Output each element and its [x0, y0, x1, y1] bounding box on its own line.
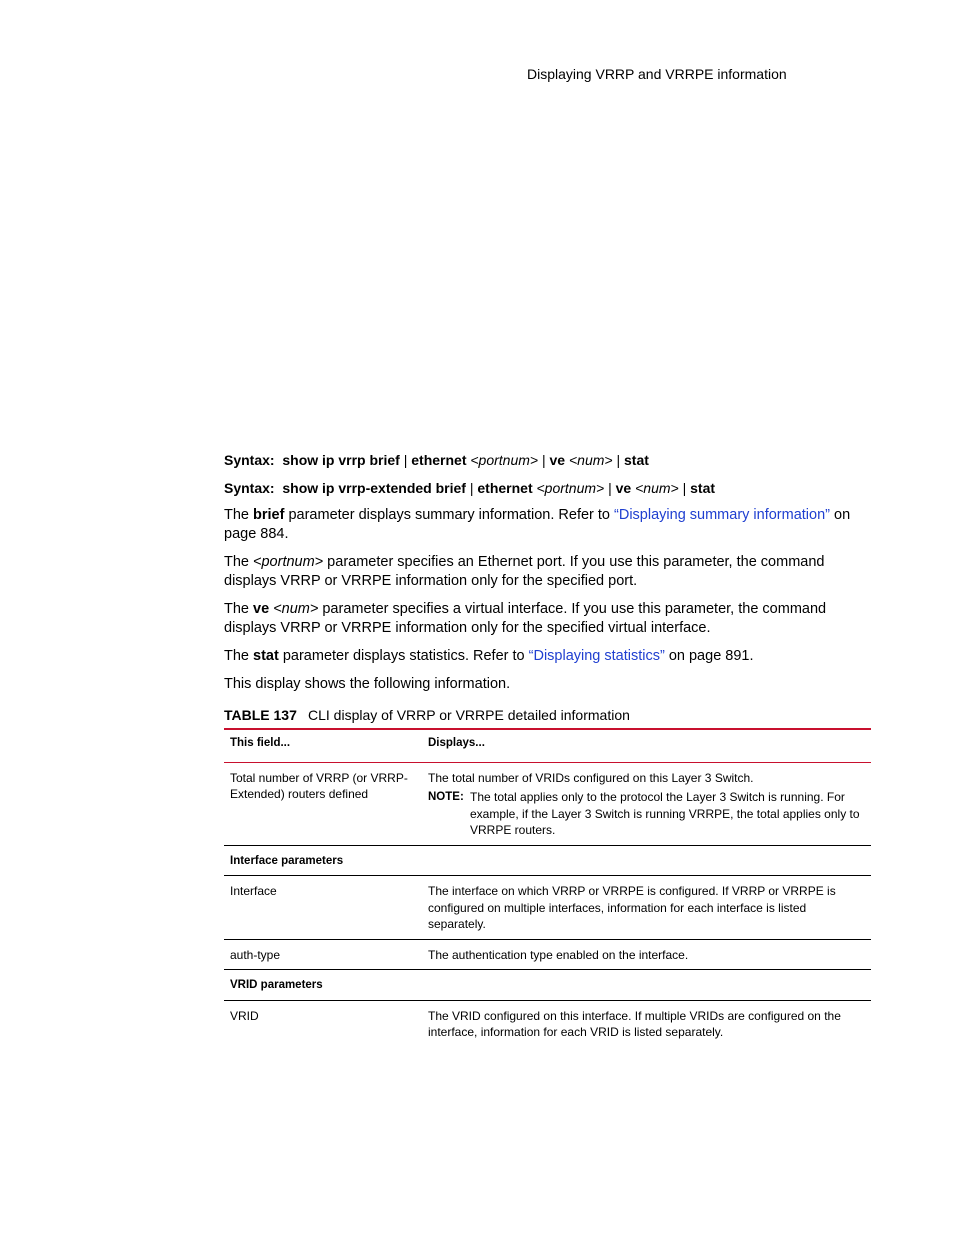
syntax-separator: |	[469, 480, 474, 496]
syntax-keyword-ve: ve	[549, 452, 566, 468]
syntax-keyword-ethernet: ethernet	[411, 452, 467, 468]
desc-cell: The interface on which VRRP or VRRPE is configured. If VRRP or VRRPE is configured on multiple interfaces, information for each interface is listed separately.	[422, 876, 871, 940]
syntax-separator: |	[616, 452, 621, 468]
paragraph-portnum	[224, 553, 871, 591]
table-number: TABLE 137	[224, 707, 297, 723]
section-row-interface	[224, 845, 871, 876]
section-heading: VRID parameters	[224, 970, 871, 1001]
syntax-keyword-stat: stat	[624, 452, 649, 468]
table-row	[224, 876, 871, 940]
text: on page 884.	[224, 507, 851, 542]
text: parameter specifies an Ethernet port. If you use this parameter, the command displays VRRP or VRRPE information only for the specified port.	[224, 554, 825, 589]
syntax-label: Syntax:	[224, 452, 275, 468]
syntax-command: show ip vrrp-extended brief	[282, 480, 466, 496]
syntax-separator: |	[403, 452, 408, 468]
text: The	[224, 554, 254, 570]
note	[428, 789, 865, 839]
desc-cell	[422, 762, 871, 845]
table-header-row	[224, 729, 871, 762]
text: parameter specifies a virtual interface. If you use this parameter, the command displays VRRP or VRRPE information only for the specified virtual interface.	[224, 601, 827, 636]
section-row-vrid	[224, 970, 871, 1001]
field-cell: auth-type	[224, 939, 422, 970]
syntax-separator: |	[608, 480, 612, 496]
note-text: The total applies only to the protocol the Layer 3 Switch is running. For example, if the Layer 3 Switch is running VRRPE, the total applies only to VRRPE routers.	[470, 790, 860, 837]
table-row	[224, 762, 871, 845]
syntax-keyword-stat: stat	[690, 480, 716, 496]
header-displays: Displays...	[422, 729, 871, 762]
syntax-command: show ip vrrp brief	[282, 452, 400, 468]
field-cell: VRID	[230, 1008, 259, 1023]
arg-portnum: <portnum>	[253, 554, 324, 570]
paragraph-brief	[224, 506, 871, 544]
text: The	[224, 507, 254, 523]
keyword-stat: stat	[253, 648, 279, 664]
running-header: Displaying VRRP and VRRPE information	[527, 66, 787, 82]
arg-num: <num>	[273, 601, 319, 617]
section-heading: Interface parameters	[224, 845, 871, 876]
syntax-arg-portnum: <portnum>	[470, 452, 539, 468]
link-displaying-summary-information[interactable]: “Displaying summary information”	[614, 507, 830, 523]
keyword-brief: brief	[253, 507, 285, 523]
syntax-label: Syntax:	[224, 480, 275, 496]
syntax-separator: |	[682, 480, 687, 496]
syntax-separator: |	[541, 452, 546, 468]
syntax-arg-portnum: <portnum>	[536, 480, 605, 496]
syntax-arg-num: <num>	[568, 452, 613, 468]
syntax-line-vrrp	[224, 450, 871, 470]
desc-cell: The VRID configured on this interface. If multiple VRIDs are configured on the interface, information for each VRID is listed separately.	[428, 1008, 841, 1039]
field-cell: Total number of VRRP (or VRRP-Extended) routers defined	[224, 762, 422, 845]
table-row	[224, 1000, 871, 1047]
note-label: NOTE:	[428, 791, 464, 803]
field-cell: Interface	[224, 876, 422, 940]
syntax-line-vrrp-extended	[224, 478, 871, 498]
page-content	[224, 450, 871, 1047]
text: parameter displays statistics. Refer to	[278, 648, 529, 664]
syntax-arg-num: <num>	[635, 480, 679, 496]
paragraph-display: This display shows the following information.	[224, 676, 511, 692]
syntax-keyword-ethernet: ethernet	[477, 480, 533, 496]
text: The	[224, 601, 254, 617]
text: on page 891.	[664, 648, 754, 664]
table-row	[224, 939, 871, 970]
text: The	[224, 648, 254, 664]
desc-text: The total number of VRIDs configured on this Layer 3 Switch.	[428, 770, 754, 785]
paragraph-stat	[224, 647, 871, 666]
syntax-keyword-ve: ve	[615, 480, 632, 496]
paragraph-ve	[224, 600, 871, 638]
keyword-ve: ve	[253, 601, 270, 617]
table-caption	[224, 706, 871, 724]
text: parameter displays summary information. Refer to	[284, 507, 615, 523]
header-field: This field...	[224, 729, 422, 762]
link-displaying-statistics[interactable]: “Displaying statistics”	[528, 648, 665, 664]
vrrp-detail-table	[224, 728, 871, 1047]
table-title: CLI display of VRRP or VRRPE detailed information	[308, 707, 630, 723]
desc-cell: The authentication type enabled on the interface.	[422, 939, 871, 970]
